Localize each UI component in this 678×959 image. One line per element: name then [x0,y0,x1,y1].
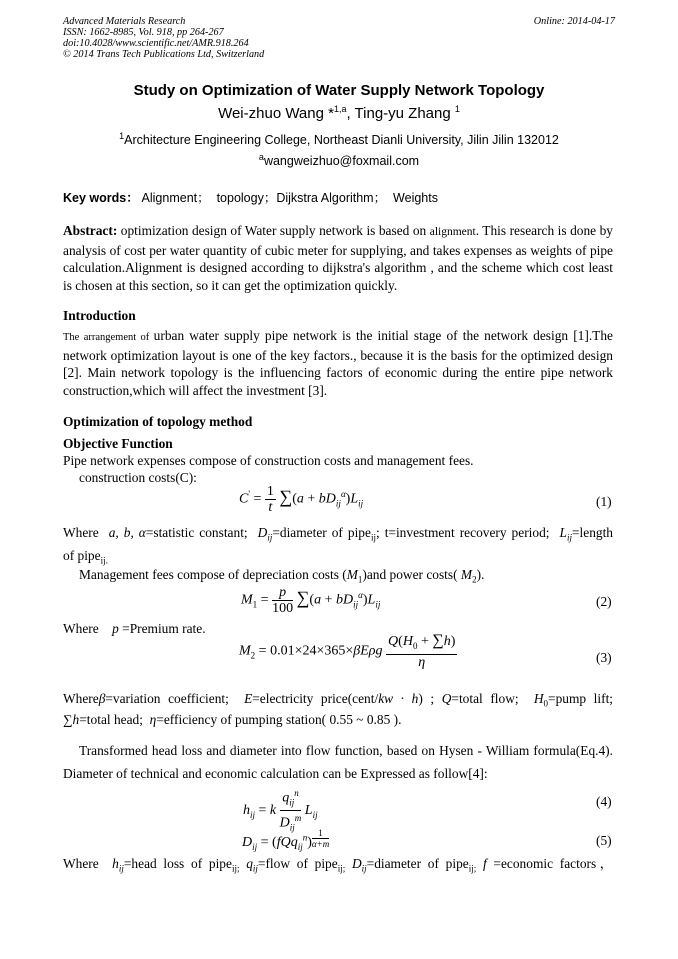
where-text: ). [393,712,402,727]
where-text: =length [571,525,614,540]
mgmt-text: )and power costs( [362,567,458,582]
abstract-text: optimization design of Water supply network is based on [117,223,430,238]
where-text: =diameter of pipe [366,856,469,871]
where-text: =statistic constant; [145,525,248,540]
journal-name: Advanced Materials Research [63,16,186,27]
unit: kw · h [378,691,419,706]
where-text: =diameter of pipe [272,525,371,540]
where-text: =economic factors， [493,856,613,871]
equation-number: (4) [596,794,612,809]
equation-5: $D_{ij} = (fQq_{ij}^n)$ $^{\frac{1}{\alpha+m}}$ [242,828,330,853]
equation-2: $M_1$ = $\frac{p}{100}$ $\sum(a + bD_{ij}^\alpha)L_{ij}$ [241,585,381,616]
abstract-text: alignment [429,226,476,238]
constant: 100 [272,601,294,616]
equation-3: $M_2 = 0.01\times 24\times 365\times\beta E\rho g$ $\frac{Q(H_0 + \sum h)}{\eta}$ [239,632,456,670]
where-text: =variation coefficient; [105,691,229,706]
paper-title: Study on Optimization of Water Supply Network Topology [133,82,545,99]
where-text: =pump lift; [548,691,614,706]
keyword-item: Dijkstra Algorithm； [276,191,387,205]
email-text: wangweizhuo@foxmail.com [263,154,420,169]
management-fees-line: Management fees compose of depreciation costs $(M_1)and$ power costs( $M_2$). [79,567,485,585]
where-sub: ij [370,532,376,543]
where-sub: ij. [100,555,108,566]
where-text: =Premium rate. [122,621,206,636]
where-line-2: Where p =Premium rate. [63,621,206,636]
introduction-heading: Introduction [63,308,136,323]
where-text: =efficiency of pumping station( [156,712,327,727]
where-line-3: Whereβ=variation coefficient; E=electricity price(cent/kw · h) ; Q=total flow; $H_0=pump$ lift; [63,691,614,709]
subsection-heading: Objective Function [63,436,173,451]
where-word: Where [63,691,99,706]
efficiency-range: 0.55 ~ 0.85 [329,712,391,727]
construction-costs-label: construction costs(C): [79,470,197,485]
where-word: Where [63,525,99,540]
equation-4: $h_{ij} = k$ $\frac{q_{ij}^n}{D_{ij}^m}$ $L_{ij}$ [243,788,318,833]
keywords [63,188,438,206]
issn: ISSN: 1662-8985, Vol. 918, pp 264-267 [63,27,224,38]
online-date: Online: 2014-04-17 [533,16,615,27]
authors [0,104,678,122]
affiliation-text: Architecture Engineering College, Northeast Dianli University, Jilin Jilin 132012 [124,133,559,148]
where-text: of pipe [63,548,101,563]
copyright: © 2014 Trans Tech Publications Ltd, Switzerland [63,49,265,60]
author-1: Wei-zhuo Wang * [218,105,334,122]
equation-number: (2) [596,594,612,609]
costs-intro: Pipe network expenses compose of construction costs and management fees. [63,453,474,468]
constant: 0.01×24×365× [270,643,354,659]
keyword-item: topology； [216,191,277,205]
affiliation-sup: 1 [119,131,125,141]
mgmt-text: ). [476,567,485,582]
introduction-lead: The arrangement of [63,332,154,343]
transformed-paragraph [63,742,613,782]
where-text: =flow of pipe [257,856,338,871]
keyword-item: Alignment； [141,191,210,205]
where-text: =head loss of pipe [123,856,232,871]
introduction-text: urban water supply pipe network is the initial stage of the network design [1].The network optimization layout is one of the key factors., because it is the basis for the optimized design [2]. Main network topology is the influencing factors of economic during the entire pipe network construction,which will affect the investment [3]. [63,328,613,398]
email [0,152,678,168]
abstract [63,222,613,294]
author-2-sup: 1 [454,104,460,114]
keywords-label: Key words [63,191,127,205]
section-heading: Optimization of topology method [63,414,253,429]
equation-number: (3) [596,650,612,665]
where-line-1: Where a, b, α=statistic constant; $D_{ij}=diameter$ of pipe$_{ij}$; t=investment recovery period; $L_{ij}=length$ [63,525,614,543]
equation-number: (5) [596,833,612,848]
where-text: ; t=investment recovery period; [375,525,550,540]
where-text: =total head; [79,712,143,727]
equation-number: (1) [596,494,612,509]
where-word: Where [63,856,99,871]
equation-1: C' = $\frac{1}{t}$ $\sum(a + bD_{ij}^\alpha)L_{ij}$ [239,484,364,515]
where-text: =electricity price [252,691,348,706]
keyword-item: Weights [393,191,438,205]
where-line-4: Where $h_{ij}=head$ loss of pipe$_{ij;}$ $q_{ij}=flow$ of pipe$_{ij;}$ $D_{ij}=diameter$ of pipe$_{ij;}$ f =economic factors， [63,856,613,874]
keywords-colon: ： [126,191,139,205]
where-line-3b: ∑h=total head; η=efficiency of pumping station( 0.55 ~ 0.85 ). [63,712,402,727]
author-separator: , Ting-yu Zhang [346,105,455,122]
transformed-line-2: Diameter of technical and economic calculation can be Expressed as follow[4]: [63,765,488,781]
author-1-sup: 1,a [333,104,347,114]
abstract-text: . This research is done by analysis of cost per water quantity of cubic meter for supplying, and takes expenses as weights of pipe calculation.Alignment is designed according to dijkstra's algorithm , and the scheme which cost least is chosen at this section, so it can get the optimization quickly. [63,223,613,293]
where-text: =total flow; [451,691,519,706]
where-word: Where [63,621,99,636]
affiliation [0,131,678,147]
doi: doi:10.4028/www.scientific.net/AMR.918.264 [63,38,249,49]
running-header [63,16,264,60]
email-sup: a [258,152,264,162]
introduction-body [63,327,613,399]
transformed-line-1: Transformed head loss and diameter into flow function, based on Hysen - William formula(Eq.4). [79,743,613,758]
mgmt-text: Management fees compose of depreciation costs ( [79,567,347,582]
abstract-label: Abstract: [63,223,118,238]
